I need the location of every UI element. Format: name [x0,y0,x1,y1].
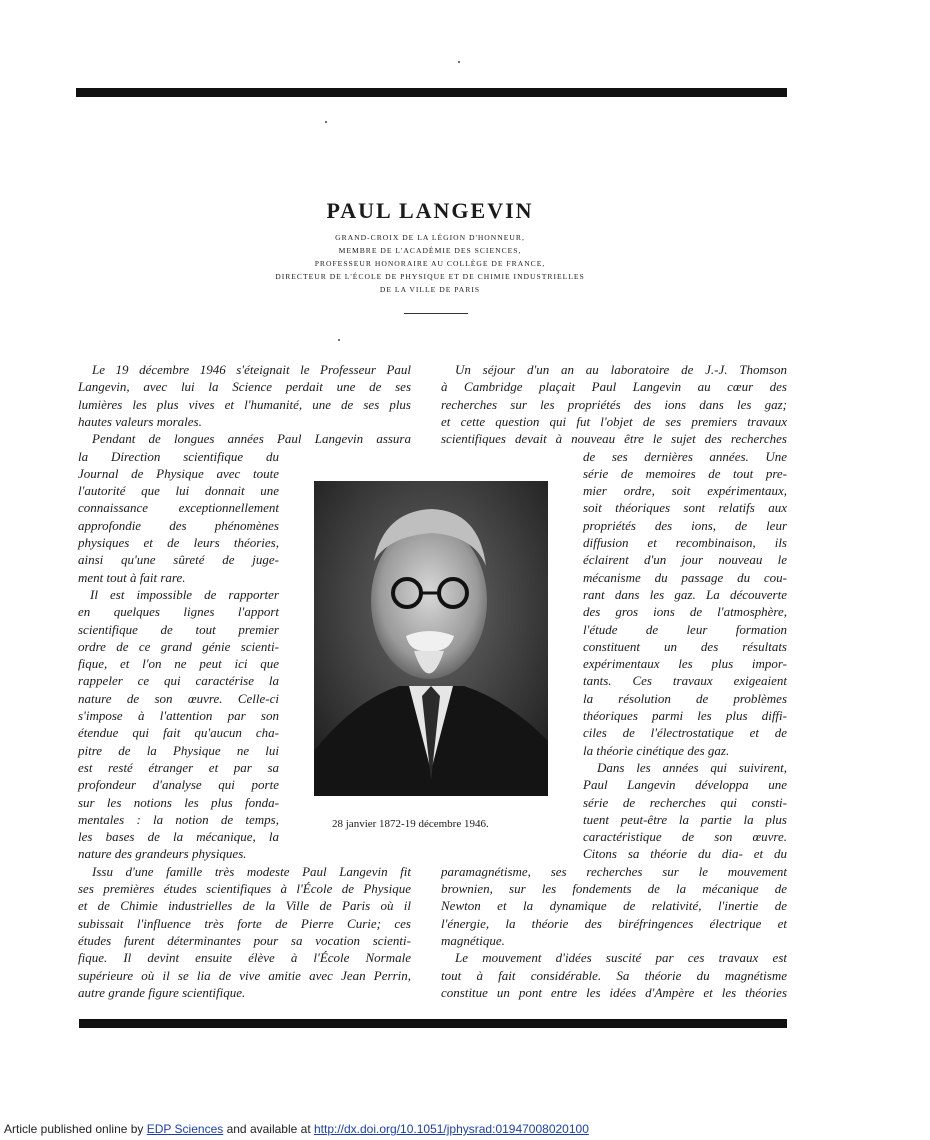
text-line: fique, et l'on ne peut ici que [78,656,279,672]
text-line: ciles de l'électrostatique et de [583,725,787,741]
text-line: études furent déterminantes pour sa vocation scienti- [78,932,411,948]
text-line: l'autorité que lui donnait une [78,483,279,499]
subtitle-line: DE LA VILLE DE PARIS [379,285,481,294]
text-line: tout à fait considérable. Sa théorie du magnétisme [441,967,787,983]
text-line: ment tout à fait rare. [78,569,186,585]
text-line: la théorie cinétique des gaz. [583,742,730,758]
portrait-photo [314,481,548,796]
text-line: la résolution de problèmes [583,690,787,706]
text-line: Le 19 décembre 1946 s'éteignait le Professeur Paul [92,362,411,377]
text-line: série de recherches qui consti- [583,794,787,810]
text-line: Pendant de longues années Paul Langevin assura [92,431,411,447]
text-line: connaissance exceptionnellement [78,500,279,516]
top-rule [76,88,787,97]
page-title: PAUL LANGEVIN [326,198,534,223]
text-line: à Cambridge plaçait Paul Langevin au cœur des [441,379,787,395]
text-line: ses premières études scientifiques à l'École de Physique [78,881,411,896]
text-line: tuent peut-être la partie la plus [583,811,787,827]
text-line: Issu d'une famille très modeste Paul Langevin fit [92,863,411,879]
subtitle-line: DIRECTEUR DE L'ÉCOLE DE PHYSIQUE ET DE CHIMIE INDUSTRIELLES [275,272,585,281]
text-line: Il est impossible de rapporter [90,586,279,602]
text-line: diffusion et recombinaison, ils [583,535,787,550]
text-line: mier ordre, soit expérimentaux, [583,483,787,499]
text-line: subissait l'influence très forte de Pierre Curie; ces [78,915,411,931]
text-line: expérimentaux les plus impor- [583,656,787,672]
speck [458,61,460,63]
footer-middle: and available at [223,1122,314,1136]
bottom-rule [79,1019,787,1028]
text-line: scientifiques devait à nouveau être le sujet des recherches [441,431,787,447]
text-line: et cette question qui fut l'objet de ses premiers travaux [441,413,787,429]
text-line: propriétés des ions, de leur [583,517,787,533]
text-line: la Direction scientifique du [78,448,279,464]
text-line: profondeur d'analyse qui porte [78,777,279,793]
text-line: mentales : la notion de temps, [78,811,279,827]
text-line: ordre de ce grand génie scienti- [78,638,279,654]
text-line: l'énergie, la théorie des biréfringences électrique et [441,915,787,931]
text-line: autre grande figure scientifique. [78,984,246,1000]
text-line: Le mouvement d'idées suscité par ces travaux est [455,950,787,966]
text-line: supérieure où il se lia de vive amitie avec Jean Perrin, [78,967,411,983]
text-line: l'étude de leur formation [583,621,787,637]
text-line: lumières les plus vives et l'humanité, une de ses plus [78,396,411,412]
text-line: brownien, sur les fondements de la mécanique de [441,881,787,896]
text-line: scientifique de tout premier [78,621,279,637]
text-line: fique. Il devint ensuite élève à l'École Normale [78,950,411,966]
text-line: Newton et la dynamique de relativité, l'inertie de [441,898,787,914]
text-line: approfondie des phénomènes [78,517,279,533]
text-line: soit théoriques sont relatifs aux [583,500,787,516]
subtitle-line: GRAND-CROIX DE LA LÉGION D'HONNEUR, [335,233,525,242]
text-line: caractéristique de son œuvre. [583,829,787,845]
footer-prefix: Article published online by [4,1122,147,1136]
text-line: hautes valeurs morales. [78,413,202,429]
text-line: sur les notions les plus fonda- [78,794,279,810]
speck [338,339,340,341]
text-line: éclairent d'un jour nouveau le [583,552,787,568]
text-line: de ses dernières années. Une [583,448,787,464]
text-line: constituent un des résultats [583,638,787,654]
publication-footer [4,1122,589,1136]
text-line: Dans les années qui suivirent, [597,759,787,775]
text-line: et de Chimie industrielles de la Ville de Paris où il [78,898,411,914]
subtitle-line: PROFESSEUR HONORAIRE AU COLLÈGE DE FRANCE, [314,259,546,268]
doi-link[interactable]: http://dx.doi.org/10.1051/jphysrad:01947008020100 [313,1122,589,1136]
text-line: rant dans les gaz. La découverte [583,586,787,602]
text-line: nature de son œuvre. Celle-ci [78,690,279,706]
text-line: recherches sur les propriétés des ions dans les gaz; [441,396,787,412]
text-line: tants. Ces travaux exigeaient [583,673,787,689]
title-divider [404,313,468,314]
text-line: nature des grandeurs physiques. [78,846,247,862]
text-line: en quelques lignes l'apport [78,604,279,620]
text-line: théoriques parmi les plus diffi- [583,708,787,723]
figure-caption: 28 janvier 1872-19 décembre 1946. [332,818,489,830]
text-line: des gros ions de l'atmosphère, [583,604,787,620]
text-line: étendue qui fait qu'aucun cha- [78,725,279,741]
publisher-link[interactable]: EDP Sciences [146,1122,224,1136]
text-line: Langevin, avec lui la Science perdait une de ses [78,379,411,395]
text-line: pitre de la Physique ne lui [78,742,279,758]
text-line: mécanisme du passage du cou- [583,569,787,585]
text-line: magnétique. [441,932,505,948]
text-line: rappeler ce qui caractérise la [78,673,279,689]
text-line: Paul Langevin développa une [583,777,787,793]
text-line: physiques et de leurs théories, [78,535,279,550]
text-line: paramagnétisme, ses recherches sur le mouvement [441,863,787,879]
text-line: Citons sa théorie du dia- et du [583,846,787,862]
text-line: série de memoires de tout pre- [583,465,787,481]
text-line: Journal de Physique avec toute [78,465,279,481]
subtitle-line: MEMBRE DE L'ACADÉMIE DES SCIENCES, [338,246,522,255]
portrait-illustration [314,481,548,796]
text-line: constitue un pont entre les idées d'Ampère et les théories [441,984,787,1000]
text-line: ainsi qu'une sûreté de juge- [78,552,279,568]
text-line: Un séjour d'un an au laboratoire de J.-J. Thomson [455,362,787,377]
text-line: est resté étranger et par sa [78,759,279,775]
text-line: s'impose à l'attention par son [78,708,279,723]
text-line: les bases de la mécanique, la [78,829,279,845]
speck [325,121,327,123]
